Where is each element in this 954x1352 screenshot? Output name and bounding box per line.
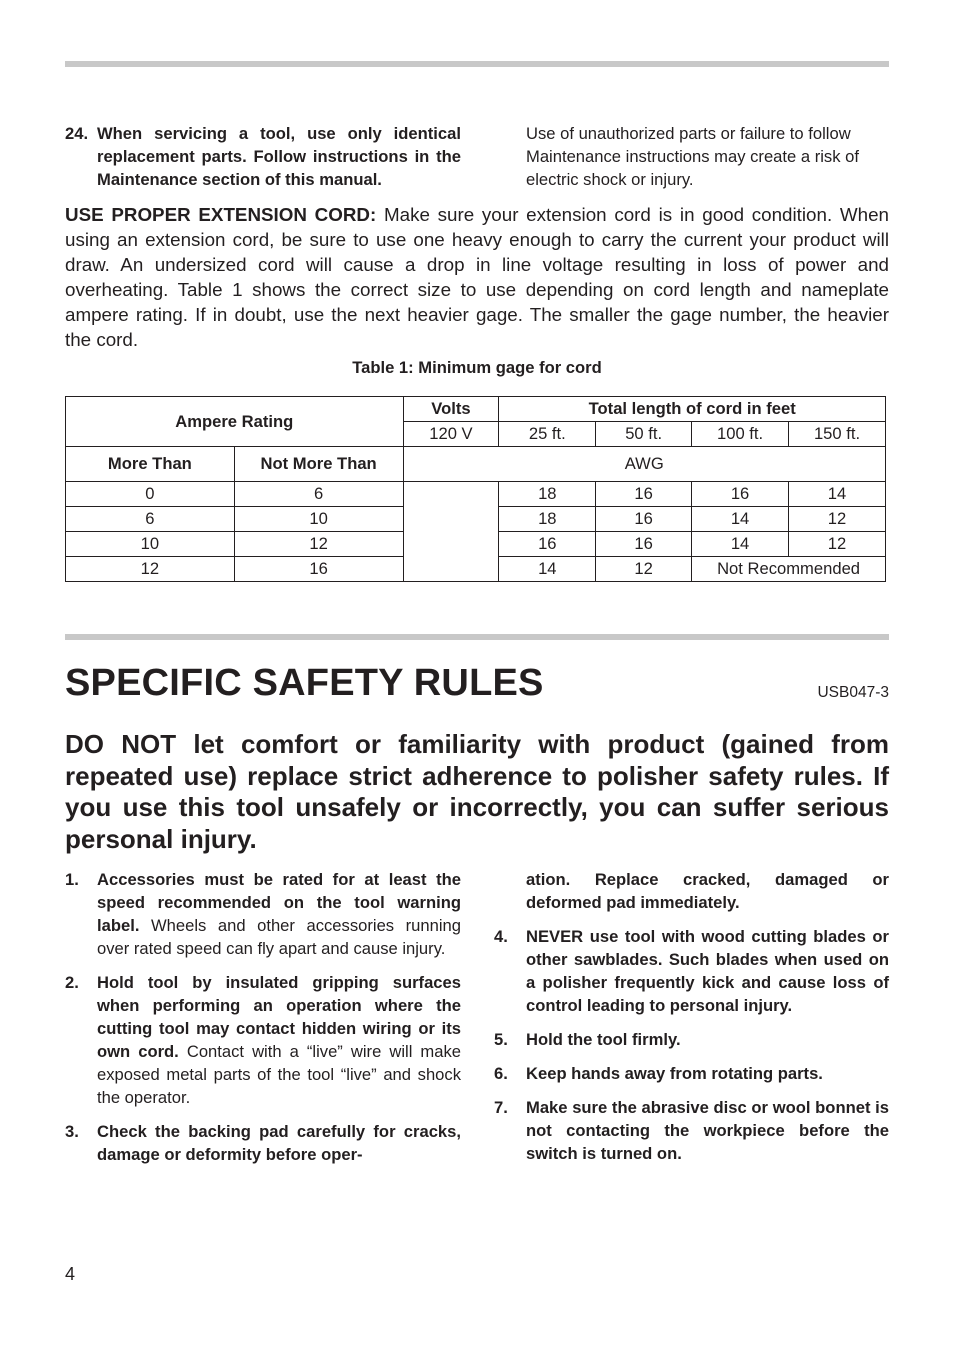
rule-number: 24. bbox=[65, 124, 89, 143]
cell-gage: 16 bbox=[596, 482, 692, 507]
rule-24-continuation bbox=[526, 122, 889, 191]
cell-gage: 16 bbox=[596, 532, 692, 557]
rule-text: Use of unauthorized parts or failure to follow Maintenance instructions may create a risk of electric shock or injury. bbox=[526, 124, 859, 189]
extension-cord-lead: USE PROPER EXTENSION CORD: bbox=[65, 204, 377, 225]
table-caption: Table 1: Minimum gage for cord bbox=[352, 358, 602, 377]
rule-3 bbox=[65, 1120, 461, 1166]
rule-number: 1. bbox=[65, 870, 79, 889]
rule-bold-text: Make sure the abrasive disc or wool bonnet is not contacting the workpiece before the switch is turned on. bbox=[526, 1098, 889, 1163]
section-title: SPECIFIC SAFETY RULES bbox=[65, 662, 544, 704]
cell-gage: 18 bbox=[499, 507, 596, 532]
rule-7 bbox=[494, 1096, 889, 1165]
header-volts: Volts bbox=[403, 397, 499, 422]
header-total-length: Total length of cord in feet bbox=[499, 397, 886, 422]
length-100: 100 ft. bbox=[692, 422, 789, 447]
cell-more-than: 10 bbox=[66, 532, 235, 557]
rule-3-continuation bbox=[494, 868, 889, 914]
header-not-more-than: Not More Than bbox=[234, 447, 403, 482]
cell-gage: 14 bbox=[499, 557, 596, 582]
cell-not-more-than: 10 bbox=[234, 507, 403, 532]
rule-bold-text: NEVER use tool with wood cutting blades or other sawblades. Such blades when used on a polisher frequently kick and cause loss of control leading to personal injury. bbox=[526, 927, 889, 1015]
rule-bold-text: ation. Replace cracked, damaged or deformed pad immediately. bbox=[526, 870, 889, 912]
rule-number: 2. bbox=[65, 973, 79, 992]
length-150: 150 ft. bbox=[789, 422, 886, 447]
cell-gage: 16 bbox=[692, 482, 789, 507]
rule-number: 4. bbox=[494, 927, 508, 946]
length-25: 25 ft. bbox=[499, 422, 596, 447]
rule-text: Contact with a “live” wire will make exposed metal parts of the tool “live” and shock the operator. bbox=[97, 1042, 461, 1107]
rule-text: Wheels and other accessories running over rated speed can fly apart and cause injury. bbox=[97, 916, 461, 958]
cell-more-than: 12 bbox=[66, 557, 235, 582]
rule-bold-text: Hold the tool firmly. bbox=[526, 1030, 681, 1049]
rule-bold-text: When servicing a tool, use only identical replacement parts. Follow instructions in the Maintenance section of this manual. bbox=[97, 124, 461, 189]
rule-number: 3. bbox=[65, 1122, 79, 1141]
rule-bold-text: Hold tool by insulated gripping surfaces when performing an operation where the cutting tool may contact hidden wiring or its own cord. bbox=[97, 973, 461, 1061]
cell-more-than: 6 bbox=[66, 507, 235, 532]
rule-bold-text: Accessories must be rated for at least the speed recommended on the tool warning label. bbox=[97, 870, 461, 935]
header-ampere-rating: Ampere Rating bbox=[66, 397, 404, 447]
rule-number: 6. bbox=[494, 1064, 508, 1083]
rule-6 bbox=[494, 1062, 889, 1085]
page-number: 4 bbox=[65, 1264, 76, 1284]
blank-volts-cell bbox=[403, 482, 499, 582]
top-divider bbox=[65, 61, 889, 67]
section-divider bbox=[65, 634, 889, 640]
rule-2 bbox=[65, 971, 461, 1109]
cell-more-than: 0 bbox=[66, 482, 235, 507]
voltage-cell: 120 V bbox=[403, 422, 499, 447]
rule-bold-text: Keep hands away from rotating parts. bbox=[526, 1064, 823, 1083]
rule-bold-text: Check the backing pad carefully for cracks, damage or deformity before oper- bbox=[97, 1122, 461, 1164]
extension-cord-text: Make sure your extension cord is in good condition. When using an extension cord, be sure to use one heavy enough to carry the current your product will draw. An undersized cord will cause a drop in line voltage resulting in loss of power and overheating. Table 1 shows the correct size to use depending on cord length and nameplate ampere rating. If in doubt, use the next heavier gage. The smaller the gage number, the heavier the cord. bbox=[65, 204, 889, 350]
rule-number: 7. bbox=[494, 1098, 508, 1117]
rules-left-column bbox=[65, 868, 461, 1177]
cell-gage: 14 bbox=[789, 482, 886, 507]
rule-1 bbox=[65, 868, 461, 960]
cell-gage: 18 bbox=[499, 482, 596, 507]
cell-gage: 12 bbox=[596, 557, 692, 582]
cord-gage-table bbox=[65, 396, 886, 582]
length-50: 50 ft. bbox=[596, 422, 692, 447]
safety-warning: DO NOT let comfort or familiarity with product (gained from repeated use) replace strict adherence to polisher safety rules. If you use this tool unsafely or incorrectly, you can suffer serious personal injury. bbox=[65, 729, 889, 854]
section-code: USB047-3 bbox=[817, 684, 889, 701]
cell-gage: 14 bbox=[692, 507, 789, 532]
cell-not-more-than: 6 bbox=[234, 482, 403, 507]
rule-number: 5. bbox=[494, 1030, 508, 1049]
cell-gage: 14 bbox=[692, 532, 789, 557]
cell-gage: 16 bbox=[596, 507, 692, 532]
cell-not-more-than: 16 bbox=[234, 557, 403, 582]
cell-gage: 12 bbox=[789, 532, 886, 557]
cell-not-recommended: Not Recommended bbox=[692, 557, 886, 582]
extension-cord-paragraph bbox=[65, 202, 889, 352]
cell-gage: 16 bbox=[499, 532, 596, 557]
table-row bbox=[66, 482, 886, 507]
cell-not-more-than: 12 bbox=[234, 532, 403, 557]
rule-4 bbox=[494, 925, 889, 1017]
rule-5 bbox=[494, 1028, 889, 1051]
rule-24 bbox=[65, 122, 461, 202]
rules-right-column bbox=[494, 868, 889, 1176]
header-awg: AWG bbox=[403, 447, 886, 482]
cell-gage: 12 bbox=[789, 507, 886, 532]
header-more-than: More Than bbox=[66, 447, 235, 482]
